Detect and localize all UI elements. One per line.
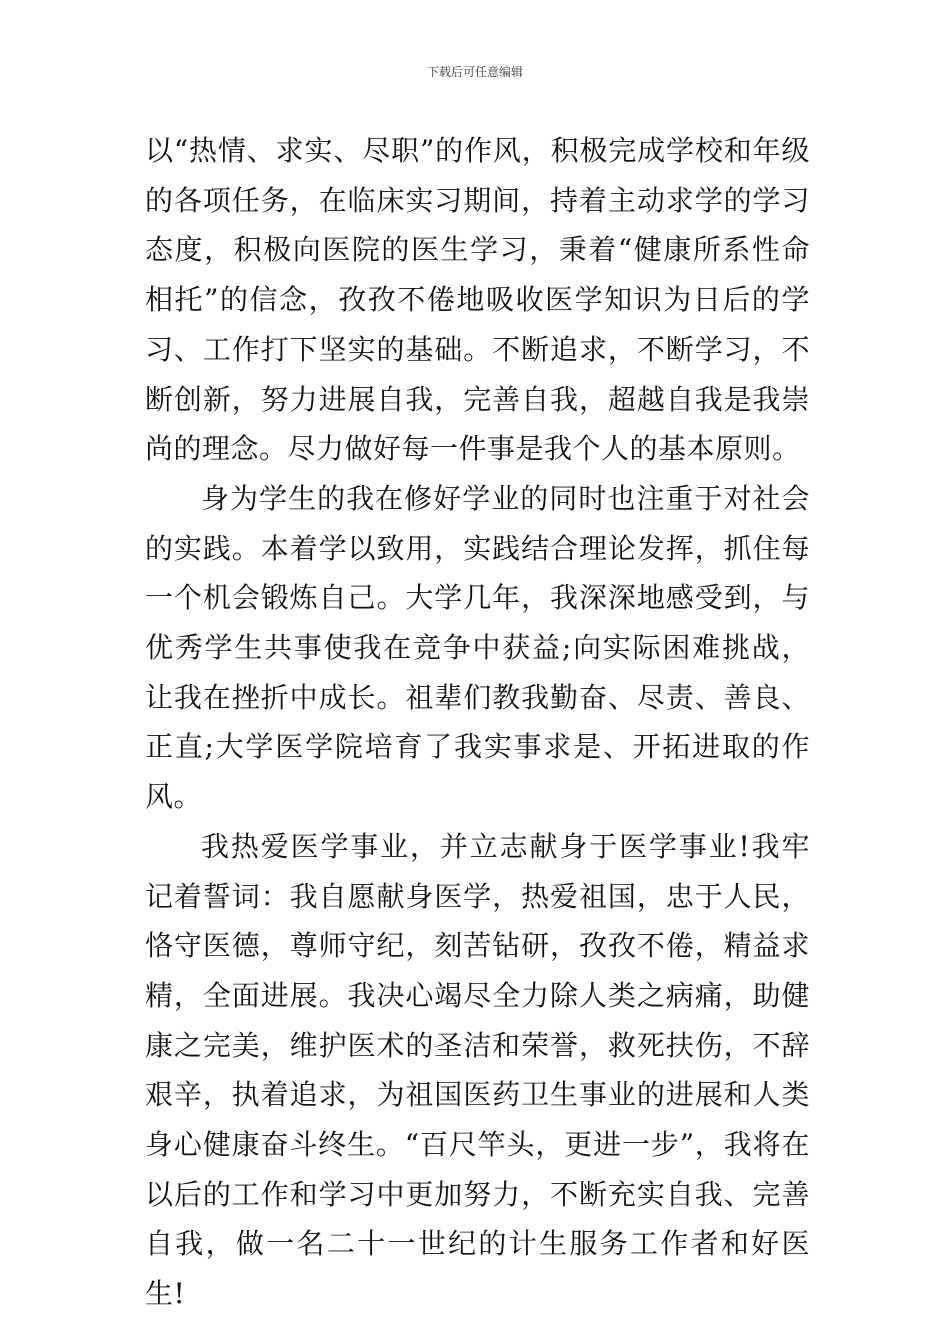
page-header-note: 下载后可任意编辑: [426, 65, 523, 79]
paragraph-3: 我热爱医学事业，并立志献身于医学事业!我牢记着誓词：我自愿献身医学，热爱祖国，忠于人民，恪守医德，尊师守纪，刻苦钻研，孜孜不倦，精益求精，全面进展。我决心竭尽全力除人类之病痛，助健康之完美，维护医术的圣洁和荣誉，救死扶伤，不辞艰辛，执着追求，为祖国医药卫生事业的进展和人类身心健康奋斗终生。“百尺竿头，更进一步”，我将在以后的工作和学习中更加努力，不断充实自我、完善自我，做一名二十一世纪的计生服务工作者和好医生!: [145, 829, 810, 1311]
paragraph-2: 身为学生的我在修好学业的同时也注重于对社会的实践。本着学以致用，实践结合理论发挥，抓住每一个机会锻炼自己。大学几年，我深深地感受到，与优秀学生共事使我在竞争中获益;向实际困难挑战，让我在挫折中成长。祖辈们教我勤奋、尽责、善良、正直;大学医学院培育了我实事求是、开拓进取的作风。: [145, 481, 810, 814]
document-body: [145, 126, 810, 1319]
paragraph-1: 以“热情、求实、尽职”的作风，积极完成学校和年级的各项任务，在临床实习期间，持着主动求学的学习态度，积极向医院的医生学习，秉着“健康所系性命相托”的信念，孜孜不倦地吸收医学知识为日后的学习、工作打下坚实的基础。不断追求，不断学习，不断创新，努力进展自我，完善自我，超越自我是我崇尚的理念。尽力做好每一件事是我个人的基本原则。: [145, 134, 810, 466]
